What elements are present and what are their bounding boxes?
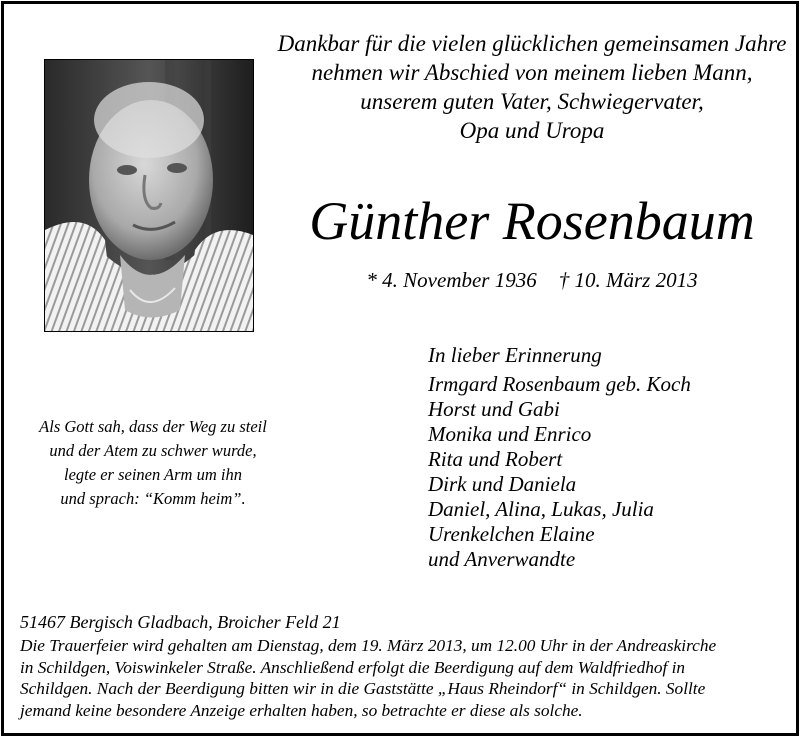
intro-line: unserem guten Vater, Schwiegervater, bbox=[360, 89, 704, 114]
poem-line: Als Gott sah, dass der Weg zu steil bbox=[39, 417, 267, 436]
obituary-notice bbox=[1, 1, 799, 736]
life-dates bbox=[266, 267, 798, 293]
intro-line: Opa und Uropa bbox=[459, 118, 605, 143]
family-member: Rita und Robert bbox=[428, 447, 563, 471]
family-member: Monika und Enrico bbox=[428, 422, 592, 446]
funeral-line: Die Trauerfeier wird gehalten am Dienstag, dem 19. März 2013, um 12.00 Uhr in der Andreaskirche bbox=[20, 636, 717, 655]
family-list bbox=[428, 341, 788, 572]
family-member: Urenkelchen Elaine bbox=[428, 522, 595, 546]
family-member: Dirk und Daniela bbox=[428, 472, 577, 496]
deceased-name: Günther Rosenbaum bbox=[309, 191, 755, 251]
death-date: † 10. März 2013 bbox=[558, 268, 698, 292]
portrait-photo-graphic bbox=[45, 60, 253, 331]
family-member: Horst und Gabi bbox=[428, 397, 560, 421]
family-member: Irmgard Rosenbaum geb. Koch bbox=[428, 372, 691, 396]
funeral-line: in Schildgen, Voiswinkeler Straße. Anschließend erfolgt die Beerdigung auf dem Waldfriedhof in bbox=[20, 657, 686, 677]
funeral-line: jemand keine besondere Anzeige erhalten haben, so betrachte er diese als solche. bbox=[20, 700, 583, 720]
poem bbox=[18, 415, 288, 511]
remembrance-heading: In lieber Erinnerung bbox=[428, 343, 602, 367]
funeral-line: Schildgen. Nach der Beerdigung bitten wir in die Gaststätte „Haus Rheindorf“ in Schildgen. Sollte bbox=[20, 679, 706, 698]
intro-line: Dankbar für die vielen glücklichen gemeinsamen Jahre bbox=[277, 31, 787, 56]
intro-text bbox=[266, 29, 798, 145]
poem-line: legte er seinen Arm um ihn bbox=[64, 465, 242, 484]
family-member: und Anverwandte bbox=[428, 547, 576, 571]
funeral-details bbox=[20, 635, 790, 721]
birth-date: * 4. November 1936 bbox=[366, 268, 537, 292]
portrait-photo bbox=[44, 59, 254, 332]
family-address: 51467 Bergisch Gladbach, Broicher Feld 21 bbox=[20, 612, 341, 632]
family-member: Daniel, Alina, Lukas, Julia bbox=[428, 497, 654, 521]
poem-line: und der Atem zu schwer wurde, bbox=[49, 441, 257, 460]
poem-line: und sprach: “Komm heim”. bbox=[60, 489, 246, 508]
intro-line: nehmen wir Abschied von meinem lieben Mann, bbox=[311, 60, 753, 85]
